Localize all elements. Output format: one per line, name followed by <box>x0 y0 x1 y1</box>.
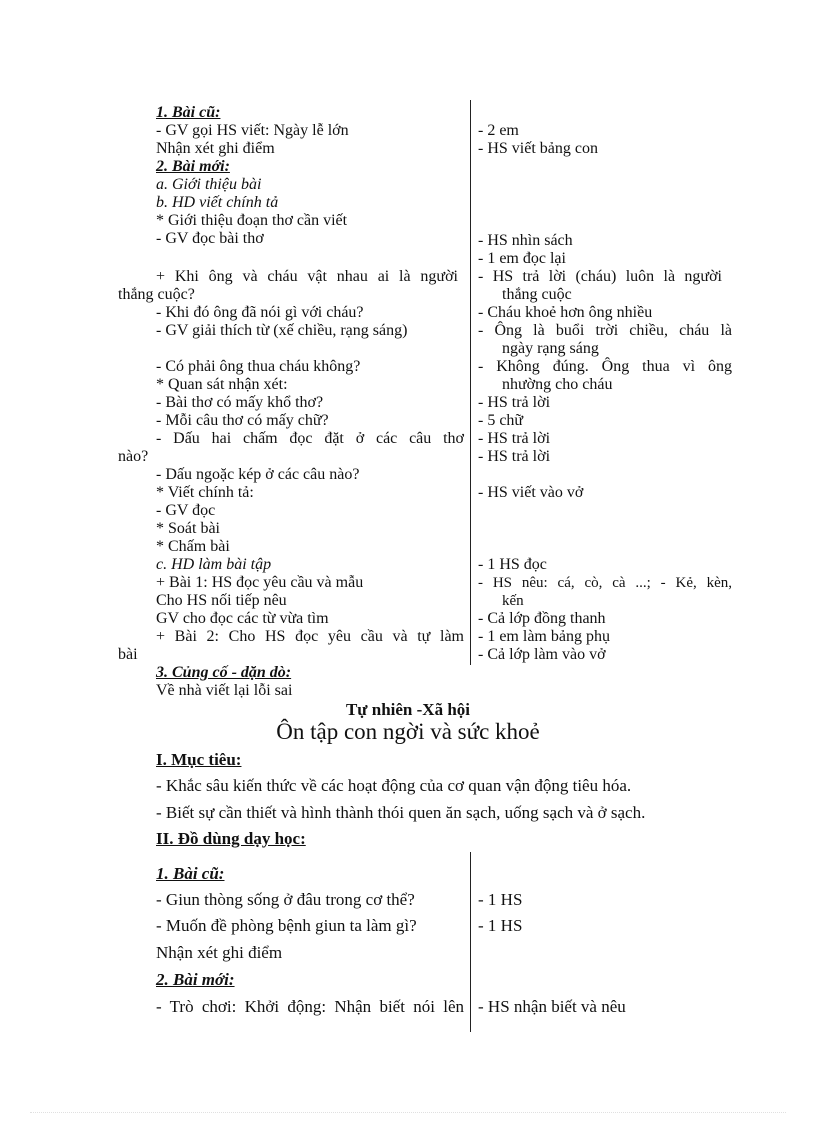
answer-line: - HS trả lời <box>478 448 551 465</box>
text-line: * Soát bài <box>156 520 220 537</box>
text-line: * Giới thiệu đoạn thơ cần viết <box>156 212 348 229</box>
lesson-title: Ôn tập con ngời và sức khoẻ <box>276 719 540 744</box>
answer-line: - HS trả lời <box>478 430 551 447</box>
answer-line: - 1 HS đọc <box>478 556 547 573</box>
text-line: - Dấu hai chấm đọc đặt ở các câu thơ <box>156 430 464 447</box>
answer-line: - HS viết bảng con <box>478 140 598 157</box>
subheading: c. HD làm bài tập <box>156 556 272 573</box>
answer-line: - HS nêu: cá, cò, cà ...; - Kẻ, kèn, <box>478 575 732 591</box>
answer-line: - HS trả lời <box>478 394 551 411</box>
text-line: - Bài thơ có mấy khổ thơ? <box>156 394 324 411</box>
subheading: a. Giới thiệu bài <box>156 176 262 193</box>
answer-line: - HS trả lời (cháu) luôn là người <box>478 268 722 285</box>
answer-line: - Cháu khoẻ hơn ông nhiều <box>478 304 653 321</box>
text-line: + Khi ông và cháu vật nhau ai là người <box>156 268 458 285</box>
text-line: - Giun thòng sống ở đâu trong cơ thể? <box>156 890 415 909</box>
answer-line: - Cả lớp đồng thanh <box>478 610 606 627</box>
answer-line: - 1 HS <box>478 916 523 935</box>
text-line: * Quan sát nhận xét: <box>156 376 288 393</box>
answer-line: kến <box>502 593 524 609</box>
text-line: - Khi đó ông đã nói gì với cháu? <box>156 304 364 321</box>
column-divider-2 <box>470 852 471 1032</box>
column-divider-1 <box>470 100 471 665</box>
text-line: - Khắc sâu kiến thức về các hoạt động của cơ quan vận động tiêu hóa. <box>156 776 632 795</box>
answer-line: nhường cho cháu <box>502 376 613 393</box>
answer-line: ngày rạng sáng <box>502 340 599 357</box>
heading-bai-moi-2: 2. Bài mới: <box>156 970 235 989</box>
answer-line: - HS nhìn sách <box>478 232 573 249</box>
text-line: - GV gọi HS viết: Ngày lễ lớn <box>156 122 349 139</box>
answer-line: thắng cuộc <box>502 286 572 303</box>
heading-bai-cu: 1. Bài cũ: <box>156 104 221 121</box>
subject-title: Tự nhiên -Xã hội <box>345 700 471 719</box>
answer-line: - 1 em đọc lại <box>478 250 566 267</box>
text-line: * Viết chính tả: <box>156 484 254 501</box>
text-line: * Chấm bài <box>156 538 230 555</box>
text-line: - Mỗi câu thơ có mấy chữ? <box>156 412 329 429</box>
heading-muc-tieu: I. Mục tiêu: <box>156 750 242 769</box>
heading-cung-co: 3. Củng cố - dặn dò: <box>156 664 292 681</box>
answer-line: - Ông là buổi trời chiều, cháu là <box>478 322 732 339</box>
text-line: Nhận xét ghi điểm <box>156 140 275 157</box>
answer-line: - 2 em <box>478 122 519 139</box>
text-line: Về nhà viết lại lỗi sai <box>156 682 293 699</box>
text-line: - GV giải thích từ (xế chiều, rạng sáng) <box>156 322 408 339</box>
heading-bai-moi: 2. Bài mới: <box>156 158 230 175</box>
text-line: - Trò chơi: Khởi động: Nhận biết nói lên <box>156 997 464 1016</box>
answer-line: - Không đúng. Ông thua vì ông <box>478 358 732 375</box>
text-line: - Có phải ông thua cháu không? <box>156 358 361 375</box>
heading-bai-cu-2: 1. Bài cũ: <box>156 864 225 883</box>
heading-do-dung: II. Đồ dùng dạy học: <box>156 829 306 848</box>
answer-line: - Cả lớp làm vào vở <box>478 646 606 663</box>
answer-line: - 1 HS <box>478 890 523 909</box>
text-line: - Muốn đề phòng bệnh giun ta làm gì? <box>156 916 417 935</box>
subheading: b. HD viết chính tả <box>156 194 279 211</box>
answer-line: - HS viết vào vở <box>478 484 584 501</box>
text-line: - GV đọc <box>156 502 216 519</box>
text-line: + Bài 1: HS đọc yêu cầu và mẫu <box>156 574 364 591</box>
text-line: GV cho đọc các từ vừa tìm <box>156 610 329 627</box>
text-line: - Biết sự cần thiết và hình thành thói quen ăn sạch, uống sạch và ở sạch. <box>156 803 646 822</box>
text-line: Nhận xét ghi điểm <box>156 943 283 962</box>
text-line: thắng cuộc? <box>118 286 195 303</box>
text-line: Cho HS nối tiếp nêu <box>156 592 287 609</box>
text-line: bài <box>118 646 138 663</box>
text-line: nào? <box>118 448 149 465</box>
page-bottom-rule <box>30 1112 786 1113</box>
answer-line: - HS nhận biết và nêu <box>478 997 626 1016</box>
answer-line: - 5 chữ <box>478 412 524 429</box>
text-line: + Bài 2: Cho HS đọc yêu cầu và tự làm <box>156 628 464 645</box>
text-line: - GV đọc bài thơ <box>156 230 264 247</box>
answer-line: - 1 em làm bảng phụ <box>478 628 610 645</box>
text-line: - Dấu ngoặc kép ở các câu nào? <box>156 466 360 483</box>
